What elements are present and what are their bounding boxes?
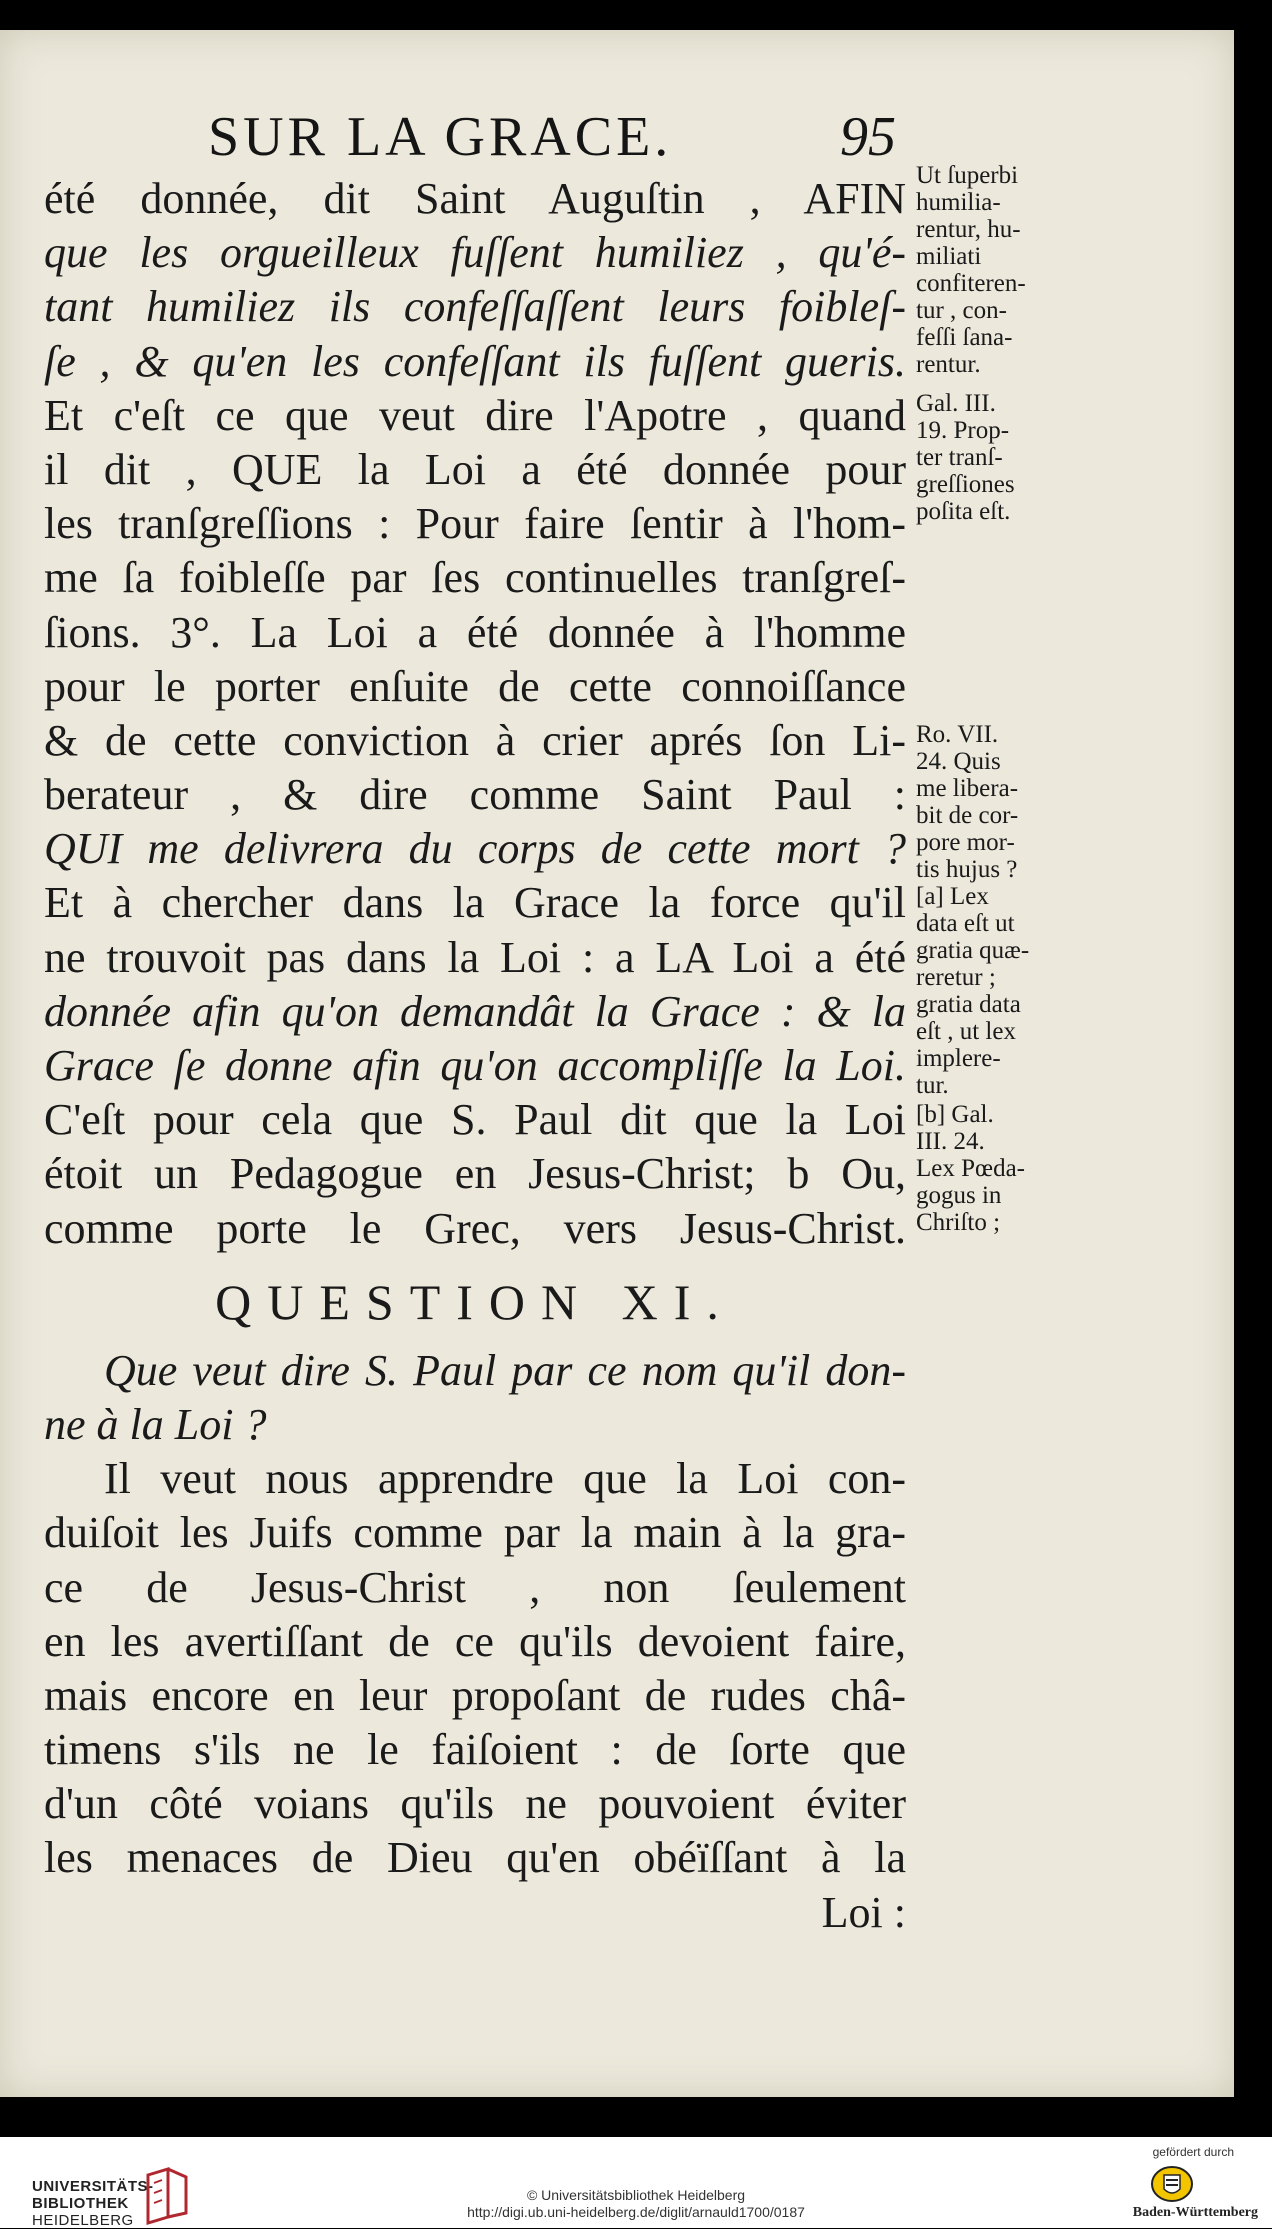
text-line: tant humiliez ils confeſſaſſent leurs foibleſ- xyxy=(44,282,906,332)
margin-line: tur. xyxy=(916,1072,949,1099)
text-line: Et c'eſt ce que veut dire l'Apotre , quand xyxy=(44,390,906,440)
text-line: me ſa foibleſſe par ſes continuelles tranſgreſ- xyxy=(44,553,906,603)
margin-line: Gal. III. xyxy=(916,390,996,417)
margin-line: tis hujus ? xyxy=(916,856,1018,883)
coat-of-arms-icon[interactable] xyxy=(1150,2165,1194,2203)
page-edge xyxy=(1236,30,1272,2097)
text-line: été donnée, dit Saint Auguſtin , AFIN xyxy=(44,174,906,223)
text-line: ſions. 3°. La Loi a été donnée à l'homme xyxy=(44,607,906,657)
text-line: comme porte le Grec, vers Jesus-Christ. xyxy=(44,1203,906,1253)
margin-note-augustine xyxy=(916,162,1076,378)
margin-line: Chriſto ; xyxy=(916,1209,1001,1236)
margin-line: data eſt ut xyxy=(916,910,1015,937)
library-logo-text: UNIVERSITÄTS- BIBLIOTHEK HEIDELBERG xyxy=(32,2178,154,2229)
margin-line: pore mor- xyxy=(916,829,1015,856)
funded-by-label: gefördert durch xyxy=(1152,2145,1234,2159)
question-heading: QUESTION XI. xyxy=(215,1273,735,1330)
text-line: ne trouvoit pas dans la Loi : a LA Loi a été xyxy=(44,932,906,982)
margin-line: bit de cor- xyxy=(916,802,1019,829)
margin-line: reretur ; xyxy=(916,964,996,991)
text-line: ſe , & qu'en les confeſſant ils fuſſent gueris. xyxy=(44,336,906,386)
text-line: les tranſgreſſions : Pour faire ſentir à l'hom- xyxy=(44,499,906,549)
margin-line: ter tranſ- xyxy=(916,444,1003,471)
margin-line: 24. Quis xyxy=(916,748,1001,775)
margin-line: poſita eſt. xyxy=(916,498,1011,525)
text-line: ce de Jesus-Christ , non ſeulement xyxy=(44,1562,906,1612)
text-line: étoit un Pedagogue en Jesus-Christ; b Ou, xyxy=(44,1149,906,1199)
text-line: il dit , QUE la Loi a été donnée pour xyxy=(44,444,906,494)
margin-note-galatians-3-19 xyxy=(916,390,1076,525)
margin-line: rentur, hu- xyxy=(916,216,1021,243)
question-line: Que veut dire S. Paul par ce nom qu'il don- xyxy=(104,1345,906,1395)
viewer-footer xyxy=(0,2137,1272,2228)
margin-line: tur , con- xyxy=(916,297,1007,324)
margin-line: humilia- xyxy=(916,189,1001,216)
copyright-notice xyxy=(0,2187,1272,2221)
text-line: & de cette conviction à crier aprés ſon Li- xyxy=(44,715,906,765)
text-line: QUI me delivrera du corps de cette mort ? xyxy=(44,824,906,874)
margin-line: [a] Lex xyxy=(916,883,989,910)
text-line: pour le porter enſuite de cette connoiſſance xyxy=(44,661,906,711)
margin-line: Ut ſuperbi xyxy=(916,162,1019,189)
text-line: berateur , & dire comme Saint Paul : xyxy=(44,770,906,820)
text-line: d'un côté voians qu'ils ne pouvoient éviter xyxy=(44,1779,906,1829)
margin-line: rentur. xyxy=(916,351,981,378)
margin-line: feſſi ſana- xyxy=(916,324,1013,351)
margin-line: gogus in xyxy=(916,1182,1002,1209)
funder-name: Baden-Württemberg xyxy=(1132,2205,1258,2220)
text-line: donnée afin qu'on demandât la Grace : & la xyxy=(44,986,906,1036)
margin-note-romans-7-24 xyxy=(916,721,1076,1099)
text-line: C'eſt pour cela que S. Paul dit que la Loi xyxy=(44,1095,906,1145)
margin-line: implere- xyxy=(916,1045,1001,1072)
running-title: SUR LA GRACE. xyxy=(208,106,673,168)
text-line: en les avertiſſant de ce qu'ils devoient faire, xyxy=(44,1616,906,1666)
text-line: timens s'ils ne le faiſoient : de ſorte que xyxy=(44,1725,906,1775)
text-line: Et à chercher dans la Grace la force qu'il xyxy=(44,878,906,928)
margin-line: Ro. VII. xyxy=(916,721,999,748)
margin-line: eſt , ut lex xyxy=(916,1018,1016,1045)
question-line: ne à la Loi ? xyxy=(44,1399,267,1449)
margin-line: gratia quæ- xyxy=(916,937,1030,964)
text-line: que les orgueilleux fuſſent humiliez , qu'é- xyxy=(44,228,906,278)
margin-line: miliati xyxy=(916,243,982,270)
margin-line: 19. Prop- xyxy=(916,417,1010,444)
page-number: 95 xyxy=(840,106,896,168)
copyright-text: © Universitätsbibliothek Heidelberg xyxy=(526,2187,746,2203)
margin-notes xyxy=(916,160,1076,1236)
margin-note-galatians-3-24 xyxy=(916,1101,1076,1236)
margin-line: [b] Gal. xyxy=(916,1101,994,1128)
catchword-line: Loi : xyxy=(821,1887,906,1937)
text-line: mais encore en leur propoſant de rudes châ- xyxy=(44,1670,906,1720)
permalink[interactable]: http://digi.ub.uni-heidelberg.de/diglit/arnauld1700/0187 xyxy=(467,2204,805,2220)
margin-line: gratia data xyxy=(916,991,1021,1018)
margin-line: Lex Pœda- xyxy=(916,1155,1025,1182)
text-line: les menaces de Dieu qu'en obéïſſant à la xyxy=(44,1833,906,1883)
margin-line: greſſiones xyxy=(916,471,1015,498)
text-line: Il veut nous apprendre que la Loi con- xyxy=(104,1454,906,1504)
main-text xyxy=(44,172,906,1940)
margin-line: confiteren- xyxy=(916,270,1026,297)
text-line: Grace ſe donne afin qu'on accompliſſe la Loi. xyxy=(44,1041,906,1090)
text-line: duiſoit les Juifs comme par la main à la gra- xyxy=(44,1508,906,1558)
margin-line: III. 24. xyxy=(916,1128,985,1155)
margin-line: me libera- xyxy=(916,775,1019,802)
